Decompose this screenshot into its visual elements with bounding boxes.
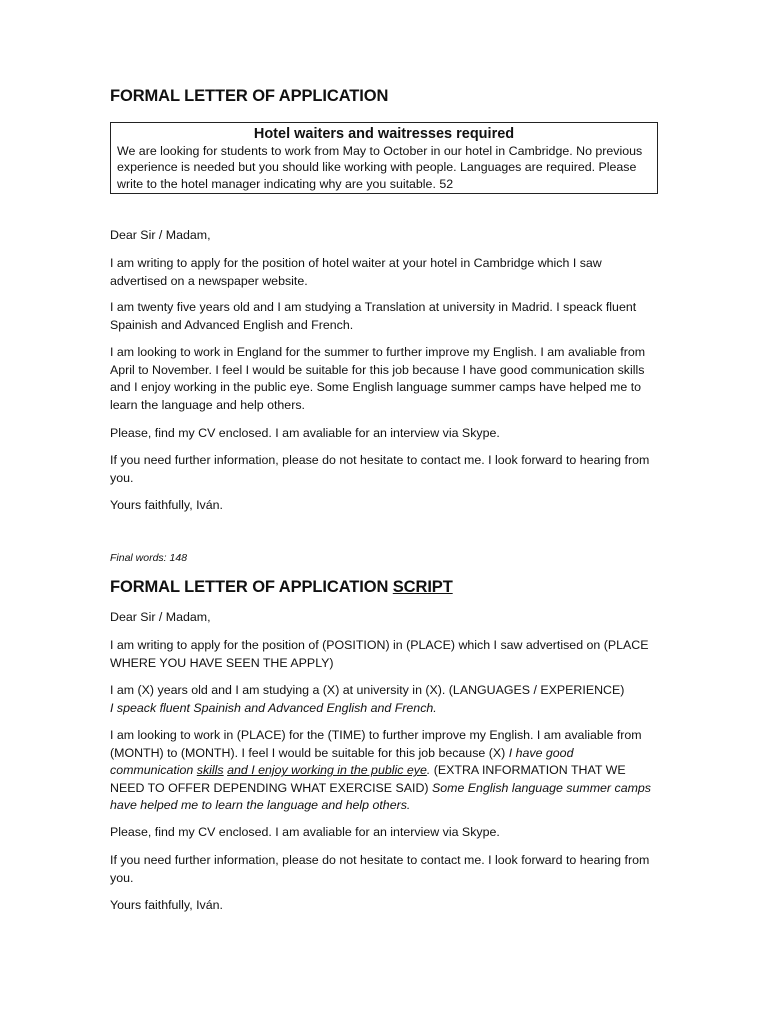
script-closing: Yours faithfully, Iván. — [110, 898, 223, 912]
script-salutation: Dear Sir / Madam, — [110, 610, 211, 624]
final-word-count: Final words: 148 — [110, 552, 188, 564]
letter-paragraph-2: I am twenty five years old and I am studying a Translation at university in Madrid. I speack fluent Spainish and Advanced English and French. — [110, 300, 637, 332]
letter-paragraph-4: Please, find my CV enclosed. I am avaliable for an interview via Skype. — [110, 426, 500, 440]
script-p3-example-skills: skills — [196, 763, 224, 778]
script-p3-example-end: Some English language summer camps have helped me to learn the language and help others. — [110, 780, 651, 813]
letter-paragraph-1: I am writing to apply for the position of hotel waiter at your hotel in Cambridge which I saw advertised on a newspaper website. — [110, 256, 602, 288]
script-paragraph-1: I am writing to apply for the position of (POSITION) in (PLACE) which I saw advertised on (PLACE WHERE YOU HAVE SEEN THE APPLY) — [110, 638, 649, 670]
script-paragraph-4: Please, find my CV enclosed. I am avaliable for an interview via Skype. — [110, 825, 500, 839]
script-heading-underlined: SCRIPT — [392, 578, 453, 596]
script-heading — [110, 578, 453, 597]
script-p3-example-a: I have good communication — [110, 745, 574, 778]
job-advert-box — [110, 122, 658, 194]
script-paragraph-2 — [110, 682, 658, 717]
script-heading-prefix: FORMAL LETTER OF APPLICATION — [110, 578, 393, 596]
letter-closing: Yours faithfully, Iván. — [110, 498, 223, 512]
advert-body: We are looking for students to work from May to October in our hotel in Cambridge. No previous experience is needed but you should like working with people. Languages are required. Please write to the hotel manager indicating why are you suitable. 52 — [117, 144, 643, 191]
script-paragraph-3 — [110, 727, 658, 815]
letter-paragraph-3: I am looking to work in England for the summer to further improve my English. I am avaliable from April to November. I feel I would be suitable for this job because I have good communication skills and I enjoy working in the public eye. Some English language summer camps have helped me to learn the language and help others. — [110, 345, 646, 412]
script-paragraph-2-example: I speack fluent Spainish and Advanced English and French. — [110, 700, 437, 715]
letter-heading: FORMAL LETTER OF APPLICATION — [110, 87, 389, 105]
script-p3-period: . — [426, 763, 431, 778]
script-paragraph-2-template: I am (X) years old and I am studying a (X) at university in (X). (LANGUAGES / EXPERIENCE) — [110, 683, 625, 697]
advert-title: Hotel waiters and waitresses required — [253, 126, 515, 142]
script-p3-example-underlined: and I enjoy working in the public eye — [227, 763, 427, 778]
script-paragraph-5: If you need further information, please do not hesitate to contact me. I look forward to hearing from you. — [110, 853, 650, 885]
script-p3-template: I am looking to work in (PLACE) for the (TIME) to further improve my English. I am avaliable from (MONTH) to (MONTH). I feel I would be suitable for this job because (X) — [110, 728, 642, 760]
letter-paragraph-5: If you need further information, please do not hesitate to contact me. I look forward to hearing from you. — [110, 453, 650, 485]
script-p3-extra-info: (EXTRA INFORMATION THAT WE NEED TO OFFER DEPENDING WHAT EXERCISE SAID) — [110, 763, 626, 795]
letter-salutation: Dear Sir / Madam, — [110, 228, 211, 242]
